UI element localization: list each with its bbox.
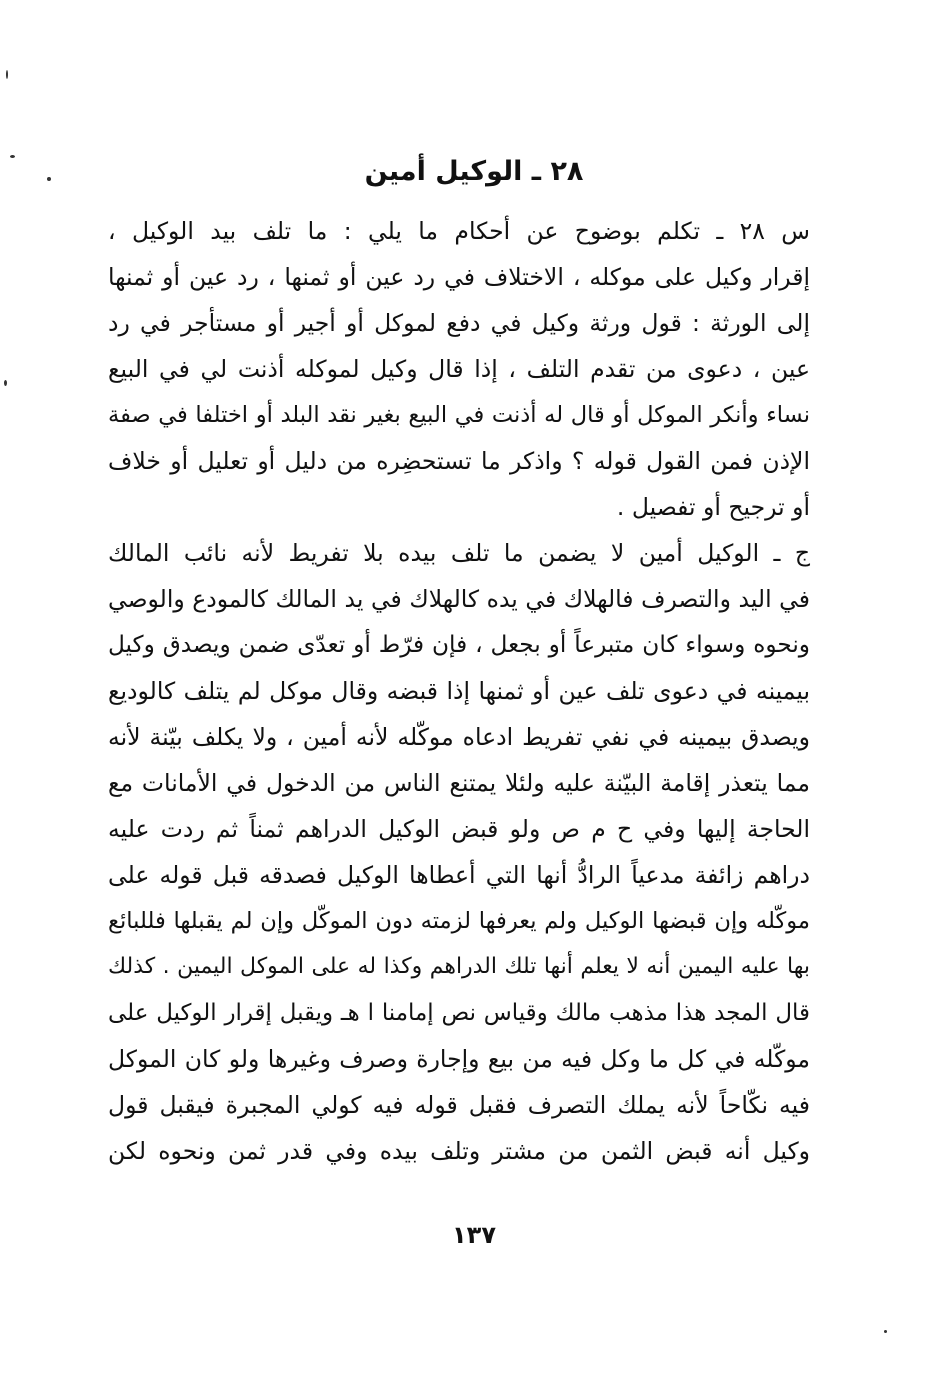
- answer-line: ويصدق بيمينه في نفي تفريط ادعاه موكّله لأنه أمين ، ولا يكلف بيّنة لأنه: [108, 723, 810, 751]
- body-text: [108, 208, 810, 1174]
- scan-speck: [884, 1330, 887, 1333]
- question-line: إلى الورثة : قول ورثة وكيل في دفع لموكل أو أجير أو مستأجر في رد: [108, 309, 810, 337]
- answer-line: موكّله وإن قبضها الوكيل ولم يعرفها لزمته دون الموكّل وإن لم يقبلها فللبائع: [108, 908, 810, 934]
- answer-paragraph: [108, 530, 810, 1174]
- question-line: عين ، دعوى من تقدم التلف ، إذا قال وكيل لموكله أذنت لي في البيع: [108, 355, 810, 383]
- answer-line: ج ـ الوكيل أمين لا يضمن ما تلف بيده بلا تفريط لأنه نائب المالك: [108, 539, 810, 567]
- answer-line: مما يتعذر إقامة البيّنة عليه ولئلا يمتنع الناس من الدخول في الأمانات مع: [108, 769, 810, 797]
- answer-line: فيه نكّاحاً لأنه يملك التصرف فقبل قوله فيه كولي المجبرة فيقبل قول: [108, 1091, 810, 1119]
- page-number: ١٣٧: [452, 1221, 496, 1249]
- question-line: س ٢٨ ـ تكلم بوضوح عن أحكام ما يلي : ما تلف بيد الوكيل ،: [108, 217, 810, 245]
- question-paragraph: [108, 208, 810, 530]
- question-line: نساء وأنكر الموكل أو قال له أذنت في البيع بغير نقد البلد أو اختلفا في صفة: [108, 402, 810, 428]
- scan-speck: [6, 70, 8, 79]
- section-heading: ٢٨ ـ الوكيل أمين: [364, 156, 584, 187]
- answer-line: بها عليه اليمين أنه لا يعلم أنها تلك الدراهم وكذا له على الموكل اليمين . كذلك: [108, 954, 810, 979]
- question-line: الإذن فمن القول قوله ؟ واذكر ما تستحضِره من دليل أو تعليل أو خلاف: [108, 447, 810, 475]
- answer-line: دراهم زائفة مدعياً الرادُّ أنها التي أعطاها الوكيل فصدقه قبل قوله على: [108, 861, 810, 889]
- answer-line: بيمينه في دعوى تلف عين أو ثمنها إذا قبضه وقال موكل لم يتلف كالوديع: [108, 677, 810, 705]
- answer-line: في اليد والتصرف فالهلاك في يده كالهلاك في يد المالك كالمودع والوصي: [108, 585, 810, 613]
- answer-line: ونحوه وسواء كان متبرعاً أو بجعل ، فإن فرّط أو تعدّى ضمن ويصدق وكيل: [108, 631, 810, 658]
- question-line: أو ترجيح أو تفصيل .: [616, 493, 810, 521]
- answer-line: وكيل أنه قبض الثمن من مشتر وتلف بيده وفي قدر ثمن ونحوه لكن: [108, 1137, 810, 1165]
- answer-line: الحاجة إليها وفي ح م ص ولو قبض الوكيل الدراهم ثمناً ثم ردت عليه: [108, 815, 810, 843]
- scan-speck: [4, 380, 7, 386]
- answer-line: قال المجد هذا مذهب مالك وقياس نص إمامنا ا هـ ويقبل إقرار الوكيل على: [108, 1000, 810, 1026]
- answer-line: موكّله في كل ما وكل فيه من بيع وإجارة وصرف وغيرها ولو كان الموكل: [108, 1045, 810, 1073]
- question-line: إقرار وكيل على موكله ، الاختلاف في رد عين أو ثمنها ، رد عين أو ثمنها: [108, 263, 810, 291]
